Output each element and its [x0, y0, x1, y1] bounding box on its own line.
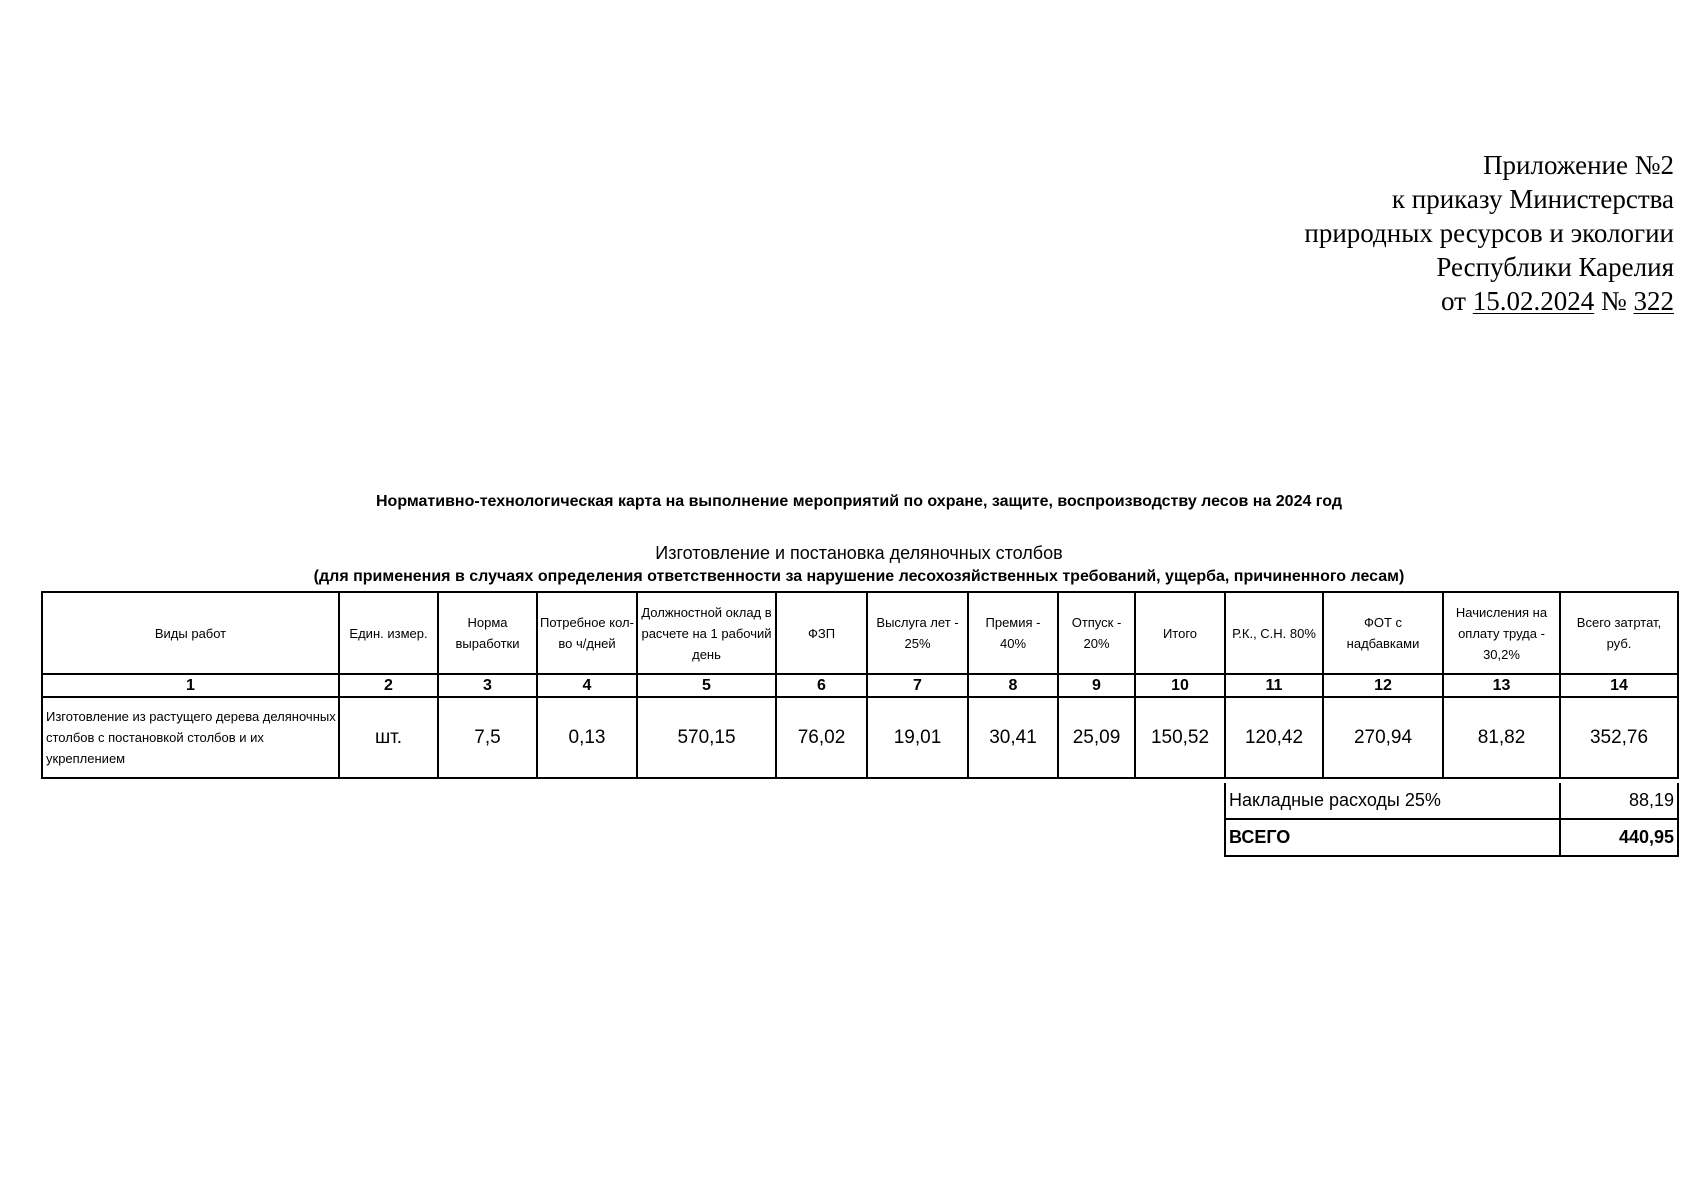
overhead-value: 88,19 [1560, 783, 1678, 819]
work-type-cell: Изготовление из растущего дерева деляночных столбов с постановкой столбов и их укреплением [42, 697, 339, 778]
cost-table [41, 591, 1679, 779]
column-header: ФЗП [776, 592, 867, 674]
appendix-line-2: к приказу Министерства [1391, 184, 1674, 214]
column-header: Потребное кол-во ч/дней [537, 592, 637, 674]
subtotal-cell: 150,52 [1135, 697, 1225, 778]
appendix-line-4: Республики Карелия [1436, 252, 1674, 282]
overhead-row [1225, 783, 1678, 819]
appendix-line-1: Приложение №2 [1483, 150, 1674, 180]
column-header: Выслуга лет - 25% [867, 592, 968, 674]
appendix-order-line [1304, 284, 1674, 318]
column-number: 11 [1225, 674, 1323, 697]
column-number: 9 [1058, 674, 1135, 697]
column-number: 13 [1443, 674, 1560, 697]
order-number: 322 [1633, 286, 1674, 316]
application-note: (для применения в случаях определения ответственности за нарушение лесохозяйственных требований, ущерба, причиненного лесам) [313, 568, 1405, 585]
unit-cell: шт. [339, 697, 438, 778]
order-date: 15.02.2024 [1472, 286, 1595, 316]
document-title: Нормативно-технологическая карта на выполнение мероприятий по охране, защите, воспроизводству лесов на 2024 год [376, 493, 1342, 510]
column-header: Р.К., С.Н. 80% [1225, 592, 1323, 674]
column-header: Итого [1135, 592, 1225, 674]
column-number: 12 [1323, 674, 1443, 697]
column-number: 4 [537, 674, 637, 697]
column-header: Всего затртат, руб. [1560, 592, 1678, 674]
column-number: 1 [42, 674, 339, 697]
column-header: Норма выработки [438, 592, 537, 674]
output-norm-cell: 7,5 [438, 697, 537, 778]
grand-total-row [1225, 819, 1678, 856]
bonus-cell: 30,41 [968, 697, 1058, 778]
payroll-with-allowances-cell: 270,94 [1323, 697, 1443, 778]
man-days-cell: 0,13 [537, 697, 637, 778]
column-number: 3 [438, 674, 537, 697]
column-number: 14 [1560, 674, 1678, 697]
column-number: 10 [1135, 674, 1225, 697]
regional-coefficient-cell: 120,42 [1225, 697, 1323, 778]
appendix-line-3: природных ресурсов и экологии [1304, 218, 1674, 248]
column-number: 6 [776, 674, 867, 697]
order-date-prefix: от [1441, 286, 1466, 316]
column-header: Премия - 40% [968, 592, 1058, 674]
payroll-fund-cell: 76,02 [776, 697, 867, 778]
vacation-cell: 25,09 [1058, 697, 1135, 778]
overhead-label: Накладные расходы 25% [1225, 783, 1560, 819]
column-header: Виды работ [42, 592, 339, 674]
column-header: Должностной оклад в расчете на 1 рабочий день [637, 592, 776, 674]
appendix-block [1304, 148, 1674, 318]
table-header-row [42, 592, 1678, 674]
column-number: 5 [637, 674, 776, 697]
column-header: Отпуск - 20% [1058, 592, 1135, 674]
table-row [42, 697, 1678, 778]
column-header: Начисления на оплату труда - 30,2% [1443, 592, 1560, 674]
order-number-sign: № [1600, 286, 1627, 316]
column-header: Един. измер. [339, 592, 438, 674]
column-number-row [42, 674, 1678, 697]
column-header: ФОТ с надбавками [1323, 592, 1443, 674]
grand-total-label: ВСЕГО [1225, 819, 1560, 856]
column-number: 2 [339, 674, 438, 697]
column-number: 8 [968, 674, 1058, 697]
grand-total-value: 440,95 [1560, 819, 1678, 856]
payroll-charges-cell: 81,82 [1443, 697, 1560, 778]
daily-salary-cell: 570,15 [637, 697, 776, 778]
total-cost-cell: 352,76 [1560, 697, 1678, 778]
work-subtitle: Изготовление и постановка деляночных столбов [655, 543, 1063, 563]
totals-table [1224, 783, 1679, 857]
seniority-cell: 19,01 [867, 697, 968, 778]
column-number: 7 [867, 674, 968, 697]
